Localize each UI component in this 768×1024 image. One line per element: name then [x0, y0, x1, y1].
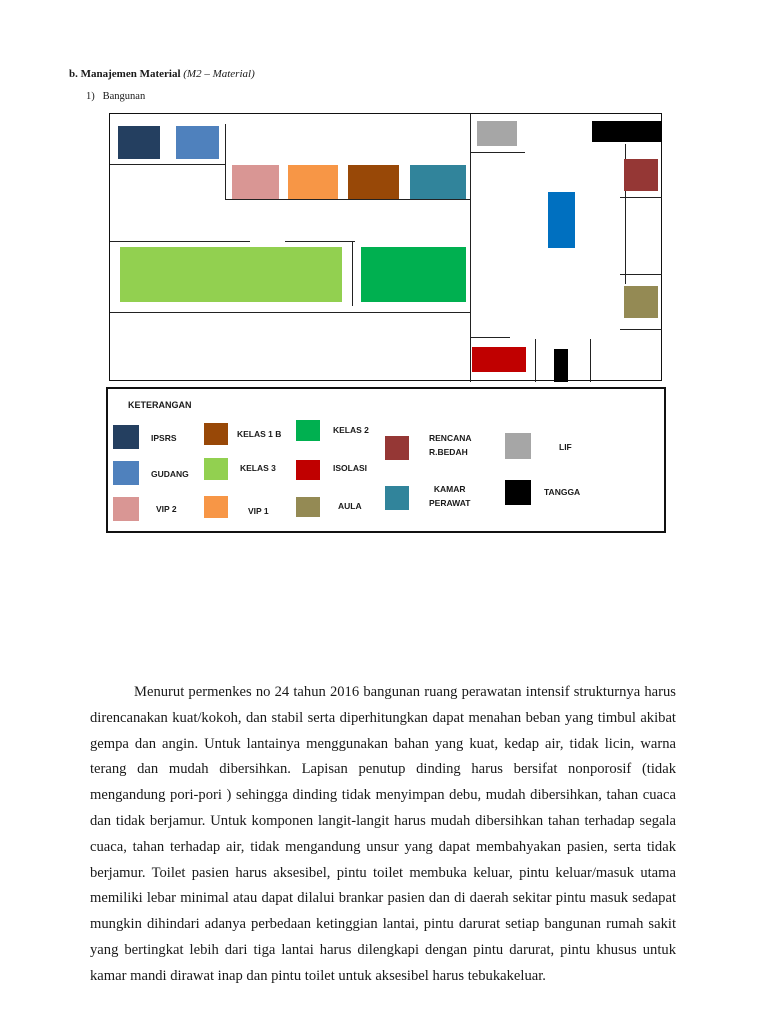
legend-swatch-aula: [296, 497, 320, 517]
legend-box: [106, 387, 666, 533]
floor-plan: [109, 113, 662, 381]
wall: [535, 339, 536, 382]
legend-swatch-gudang: [113, 461, 139, 485]
room-kelas-1b: [348, 165, 399, 199]
legend-label-vip-2: VIP 2: [156, 504, 177, 514]
room-vip-2: [232, 165, 279, 199]
room-rencana-r-bedah: [624, 159, 658, 191]
legend-label-ipsrs: IPSRS: [151, 433, 177, 443]
legend-label-kamar-perawat: KAMAR PERAWAT: [429, 484, 471, 508]
legend-label-kelas-2: KELAS 2: [333, 425, 369, 435]
wall: [225, 199, 470, 200]
legend-label-vip-1: VIP 1: [248, 506, 269, 516]
wall: [225, 124, 226, 199]
section-heading: [69, 68, 255, 80]
room-tangga: [592, 121, 662, 142]
legend-swatch-vip-2: [113, 497, 139, 521]
wall: [620, 274, 662, 275]
wall: [470, 337, 510, 338]
room-center-blue: [548, 192, 575, 248]
wall: [620, 197, 662, 198]
room-ipsrs: [118, 126, 160, 159]
legend-label-kelas-3: KELAS 3: [240, 463, 276, 473]
wall: [285, 241, 355, 242]
body-paragraph: [90, 680, 676, 990]
body-paragraph-text: Menurut permenkes no 24 tahun 2016 bangunan ruang perawatan intensif strukturnya harus direncanakan kuat/kokoh, dan stabil serta diperhitungkan dapat menahan beban yang timbul akibat gempa dan angin. Untuk lantainya menggunakan bahan yang kuat, kedap air, tidak licin, warna terang dan mudah dibersihkan. Lapisan penutup dinding harus bersifat nonporosif (tidak mengandung pori-pori ) sehingga dinding tidak menyimpan debu, mudah dibersihkan, tahan cuaca dan tidak berjamur. Untuk komponen langit-langit harus mudah dibersihkan tahan terhadap segala cuaca, tahan terhadap air, tidak mengandung unsur yang dapat membahyakan pasien, serta tidak berjamur. Toilet pasien harus aksesibel, pintu toilet membuka keluar, pintu keluar/masuk utama memiliki lebar minimal atau dapat dilalui brankar pasien dan di daerah sekitar pintu masuk sedapat mungkin dihindari adanya perbedaan ketinggian lantai, pintu darurat setiap bangunan rumah sakit yang bertingkat lebih dari tiga lantai harus dilengkapi dengan pintu darurat, pintu khusus untuk kamar mandi dirawat inap dan pintu toilet untuk aksesibel harus tebukakeluar.: [90, 684, 676, 984]
legend-swatch-kelas-2: [296, 420, 320, 441]
room-vip-1: [288, 165, 338, 199]
legend-swatch-isolasi: [296, 460, 320, 480]
legend-swatch-lif: [505, 433, 531, 459]
wall: [470, 114, 471, 382]
legend-swatch-vip-1: [204, 496, 228, 518]
legend-title: KETERANGAN: [128, 400, 192, 410]
wall: [110, 164, 225, 165]
room-aula: [624, 286, 658, 318]
legend-label-kelas-1b: KELAS 1 B: [237, 429, 282, 439]
room-gudang: [176, 126, 219, 159]
legend-swatch-ipsrs: [113, 425, 139, 449]
room-isolasi: [472, 347, 526, 372]
wall: [110, 241, 250, 242]
legend-swatch-kelas-3: [204, 458, 228, 480]
legend-label-gudang: GUDANG: [151, 469, 189, 479]
wall: [470, 152, 525, 153]
legend-label-aula: AULA: [338, 501, 362, 511]
legend-label-isolasi: ISOLASI: [333, 463, 368, 473]
subsection-heading: 1) Bangunan: [86, 91, 146, 102]
legend-swatch-kelas-1b: [204, 423, 228, 445]
section-heading-bold: b. Manajemen Material: [69, 68, 181, 80]
legend-swatch-rencana-r-bedah: [385, 436, 409, 460]
room-lif: [477, 121, 517, 146]
wall: [352, 241, 353, 306]
wall: [110, 312, 470, 313]
legend-swatch-kamar-perawat: [385, 486, 409, 510]
room-kelas-2: [361, 247, 466, 302]
room-kamar-perawat: [410, 165, 466, 199]
wall: [590, 339, 591, 382]
legend-swatch-tangga: [505, 480, 531, 505]
section-heading-italic: (M2 – Material): [183, 68, 255, 80]
legend-label-lif: LIF: [559, 442, 572, 452]
room-tangga-bottom: [554, 349, 568, 382]
legend-label-rencana-r-bedah: RENCANA R.BEDAH: [429, 433, 472, 457]
legend-label-tangga: TANGGA: [544, 487, 581, 497]
wall: [620, 329, 662, 330]
room-kelas-3: [120, 247, 342, 302]
